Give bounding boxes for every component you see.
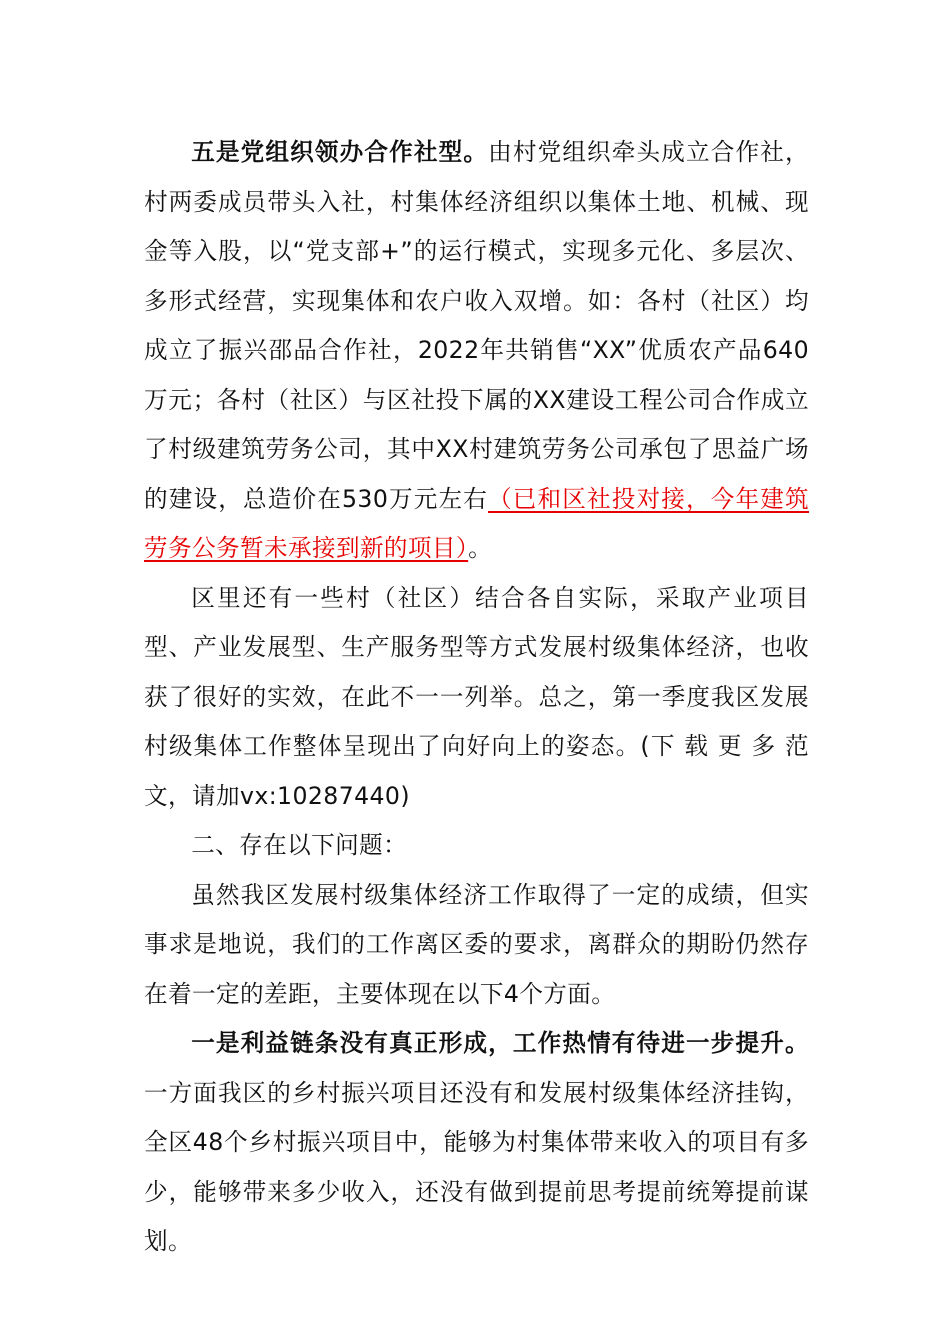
- paragraph-lead-heading: 一是利益链条没有真正形成，工作热情有待进一步提升。: [191, 1029, 809, 1057]
- paragraph-lead-heading: 五是党组织领办合作社型。: [191, 138, 489, 166]
- document-body: [144, 128, 809, 1267]
- paragraph-text: 由村党组织牵头成立合作社，村两委成员带头入社，村集体经济组织以集体土地、机械、现金等入股，以“党支部+”的运行模式，实现多元化、多层次、多形式经营，实现集体和农户收入双增。如：各村（社区）均成立了振兴邵品合作社，2022年共销售“XX”优质农产品640万元；各村（社区）与区社投下属的XX建设工程公司合作成立了村级建筑劳务公司，其中XX村建筑劳务公司承包了思益广场的建设，总造价在530万元左右: [144, 138, 809, 513]
- paragraph-text: 区里还有一些村（社区）结合各自实际，采取产业项目型、产业发展型、生产服务型等方式发展村级集体经济，也收获了很好的实效，在此不一一列举。总之，第一季度我区发展村级集体工作整体呈现出了向好向上的姿态。(下 载 更 多 范文，请加vx:10287440): [144, 583, 809, 810]
- paragraph-cooperative-type: [144, 128, 809, 574]
- paragraph-problem-one: [144, 1019, 809, 1267]
- paragraph-text: 虽然我区发展村级集体经济工作取得了一定的成绩，但实事求是地说，我们的工作离区委的要求，离群众的期盼仍然存在着一定的差距，主要体现在以下4个方面。: [144, 880, 809, 1008]
- section-heading-problems: [144, 821, 809, 871]
- paragraph-tail: 。: [468, 534, 493, 562]
- paragraph-gap-summary: [144, 871, 809, 1020]
- paragraph-text: 一方面我区的乡村振兴项目还没有和发展村级集体经济挂钩，全区48个乡村振兴项目中，能够为村集体带来收入的项目有多少，能够带来多少收入，还没有做到提前思考提前统筹提前谋划。: [144, 1078, 809, 1255]
- section-heading-text: 二、存在以下问题：: [191, 831, 408, 859]
- paragraph-other-villages: [144, 574, 809, 822]
- red-annotation-note: （已和区社投对接，今年建筑劳务公务暂未承接到新的项目）: [144, 484, 809, 562]
